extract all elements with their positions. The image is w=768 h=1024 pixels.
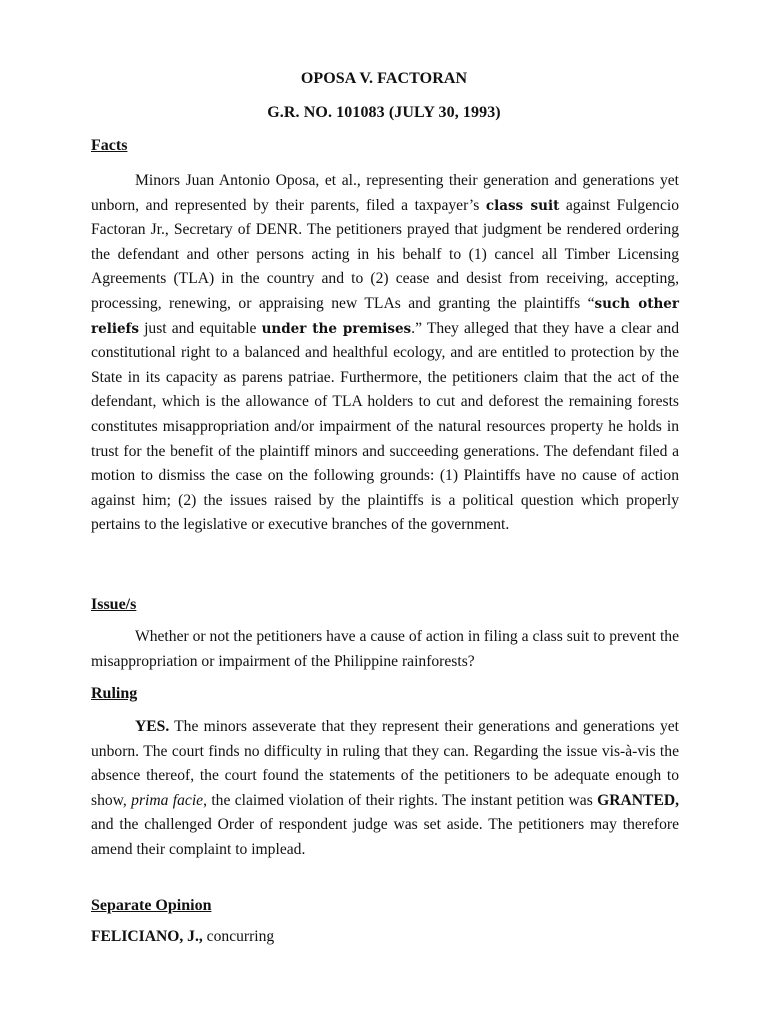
ruling-yes: YES. xyxy=(135,718,170,735)
ruling-heading: Ruling xyxy=(91,685,138,702)
facts-text-4: .” They alleged that they have a clear and constitutional right to a balanced and healthful ecology, and are entitled to protection by the State in its capacity as parens patriae. Furthermore, the petitioners claim that the act of the defendant, which is the allowance of TLA holders to cut and deforest the remaining forests constitutes misappropriation and/or impairment of the natural resources property he holds in trust for the benefit of the plaintiff minors and succeeding generations. The defendant filed a motion to dismiss the case on the following grounds: (1) Plaintiffs have no cause of action against him; (2) the issues raised by the plaintiffs is a political question which properly pertains to the legislative or executive branches of the government. xyxy=(91,319,680,534)
case-citation: G.R. NO. 101083 (JULY 30, 1993) xyxy=(267,104,501,121)
ruling-prima-facie: prima facie xyxy=(131,791,204,809)
case-title: OPOSA V. FACTORAN xyxy=(300,70,468,87)
ruling-paragraph xyxy=(91,715,679,863)
ruling-text-1: The minors asseverate that they represent their generations and generations yet unborn. The court finds no difficulty in ruling that they can. Regarding the issue vis-à-vis the absence thereof, the court found the statements of the petitioners to be adequate enough to show, xyxy=(91,718,679,809)
facts-heading: Facts xyxy=(91,137,128,154)
ruling-text-2: , the claimed violation of their rights. The instant petition was xyxy=(203,791,598,809)
facts-bold-reliefs: such other reliefs xyxy=(91,295,679,337)
facts-bold-premises: under the premises xyxy=(261,320,412,337)
opinion-note: concurring xyxy=(202,928,275,945)
separate-opinion-heading: Separate Opinion xyxy=(91,897,212,914)
facts-text-1: Minors Juan Antonio Oposa, et al., representing their generation and generations yet unborn, and represented by their parents, filed a taxpayer’s xyxy=(91,172,679,214)
facts-text-3: just and equitable xyxy=(138,319,262,337)
issues-heading: Issue/s xyxy=(91,596,137,613)
facts-text-2: against Fulgencio Factoran Jr., Secretary of DENR. The petitioners prayed that judgment be rendered ordering the defendant and other persons acting in his behalf to (1) cancel all Timber Licensing Agreements (TLA) in the country and to (2) cease and desist from receiving, accepting, processing, renewing, or appraising new TLAs and granting the plaintiffs “ xyxy=(91,196,679,312)
separate-opinion-line xyxy=(91,928,274,946)
issues-paragraph: Whether or not the petitioners have a cause of action in filing a class suit to prevent the misappropriation or impairment of the Philippine rainforests? xyxy=(91,628,679,670)
ruling-granted: GRANTED, xyxy=(597,791,679,809)
opinion-justice: FELICIANO, J., xyxy=(91,928,203,945)
ruling-text-3: and the challenged Order of respondent judge was set aside. The petitioners may therefore amend their complaint to implead. xyxy=(91,816,679,858)
facts-paragraph xyxy=(91,169,679,538)
facts-bold-class-suit: class suit xyxy=(485,197,560,214)
